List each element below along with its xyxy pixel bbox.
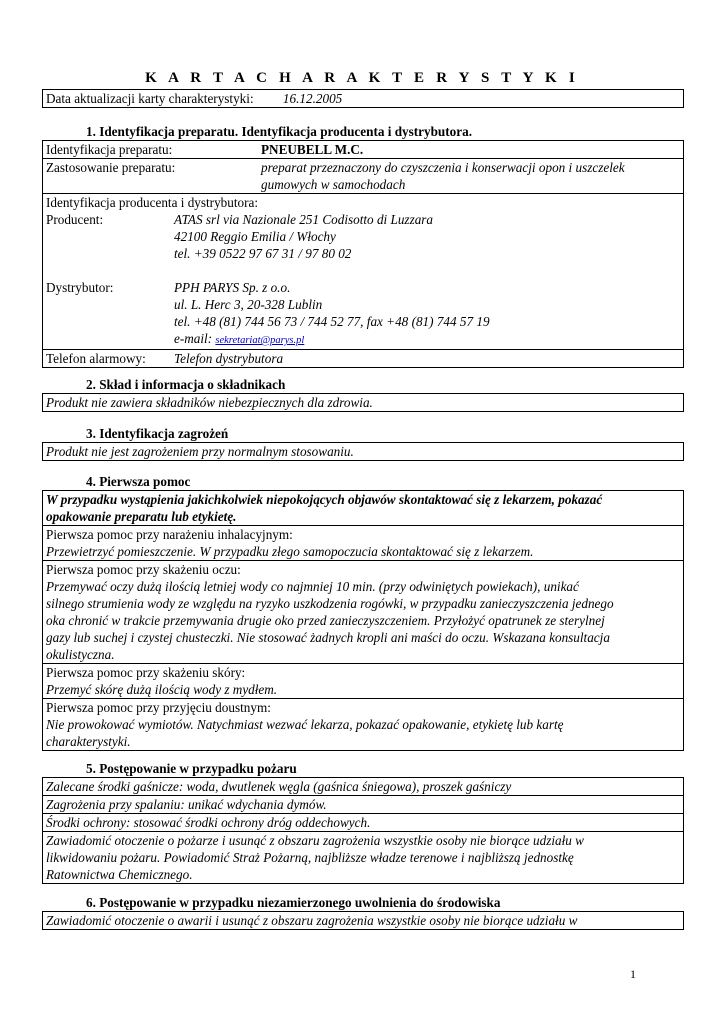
oral-label: Pierwsza pomoc przy przyjęciu doustnym: bbox=[46, 700, 271, 715]
section-1-table bbox=[42, 140, 684, 368]
fire-row-4-line-3: Ratownictwa Chemicznego. bbox=[46, 867, 193, 882]
first-aid-intro-2: opakowanie preparatu lub etykietę. bbox=[46, 509, 237, 524]
prep-label: Identyfikacja preparatu: bbox=[46, 142, 173, 157]
inhal-label: Pierwsza pomoc przy narażeniu inhalacyjnym: bbox=[46, 527, 293, 542]
release-row-1: Zawiadomić otoczenie o awarii i usunąć z obszaru zagrożenia wszystkie osoby nie biorące udziału w bbox=[46, 913, 578, 928]
ident-block bbox=[43, 193, 683, 349]
skin-row bbox=[43, 663, 683, 698]
eye-row bbox=[43, 560, 683, 663]
section-5-heading: 5. Postępowanie w przypadku pożaru bbox=[86, 761, 297, 776]
eye-line-5: okulistyczna. bbox=[46, 647, 115, 662]
use-value-2: gumowych w samochodach bbox=[261, 177, 406, 192]
section-2-heading: 2. Skład i informacja o składnikach bbox=[86, 377, 286, 392]
use-value-1: preparat przeznaczony do czyszczenia i konserwacji opon i uszczelek bbox=[261, 160, 625, 175]
email-label: e-mail: bbox=[174, 331, 213, 346]
section-3-heading: 3. Identyfikacja zagrożeń bbox=[86, 426, 229, 441]
update-date: 16.12.2005 bbox=[282, 91, 343, 106]
alarm-row bbox=[43, 349, 683, 367]
fire-row-4-line-1: Zawiadomić otoczenie o pożarze i usunąć z obszaru zagrożenia wszystkie osoby nie biorące udziału w bbox=[46, 833, 584, 848]
oral-line-1: Nie prowokować wymiotów. Natychmiast wezwać lekarza, pokazać opakowanie, etykietę lub kartę bbox=[46, 717, 564, 732]
fire-row-1: Zalecane środki gaśnicze: woda, dwutlenek węgla (gaśnica śniegowa), proszek gaśniczy bbox=[46, 779, 512, 794]
producer-line-1: ATAS srl via Nazionale 251 Codisotto di Luzzara bbox=[174, 212, 434, 227]
ident-label: Identyfikacja producenta i dystrybutora: bbox=[46, 195, 259, 210]
fire-row-4-line-2: likwidowaniu pożaru. Powiadomić Straż Pożarną, najbliższe władze terenowe i najbliższą jednostkę bbox=[46, 850, 574, 865]
use-label: Zastosowanie preparatu: bbox=[46, 160, 176, 175]
inhal-text: Przewietrzyć pomieszczenie. W przypadku złego samopoczucia skontaktować się z lekarzem. bbox=[46, 544, 534, 559]
prep-value: PNEUBELL M.C. bbox=[261, 142, 364, 157]
first-aid-intro bbox=[43, 491, 683, 525]
producer-label: Producent: bbox=[46, 212, 104, 227]
section-4-table bbox=[42, 490, 684, 751]
section-4-heading: 4. Pierwsza pomoc bbox=[86, 474, 191, 489]
distributor-line-3: tel. +48 (81) 744 56 73 / 744 52 77, fax +48 (81) 744 57 19 bbox=[174, 314, 490, 329]
producer-line-3: tel. +39 0522 97 67 31 / 97 80 02 bbox=[174, 246, 352, 261]
fire-row-3: Środki ochrony: stosować środki ochrony dróg oddechowych. bbox=[43, 813, 683, 831]
fire-row-4 bbox=[43, 831, 683, 883]
oral-row bbox=[43, 698, 683, 750]
first-aid-intro-1: W przypadku wystąpienia jakichkolwiek niepokojących objawów skontaktować się z lekarzem, pokazać bbox=[46, 492, 603, 507]
alarm-label: Telefon alarmowy: bbox=[46, 351, 146, 366]
eye-label: Pierwsza pomoc przy skażeniu oczu: bbox=[46, 562, 241, 577]
section-6-heading: 6. Postępowanie w przypadku niezamierzonego uwolnienia do środowiska bbox=[86, 895, 501, 910]
page-number: 1 bbox=[630, 967, 636, 981]
eye-line-2: silnego strumienia wody ze względu na ryzyko uszkodzenia rogówki, w przypadku zanieczyszczenia jednego bbox=[46, 596, 614, 611]
distributor-label: Dystrybutor: bbox=[46, 280, 114, 295]
distributor-line-2: ul. L. Herc 3, 20-328 Lublin bbox=[174, 297, 323, 312]
alarm-value: Telefon dystrybutora bbox=[174, 351, 284, 366]
section-3-text: Produkt nie jest zagrożeniem przy normalnym stosowaniu. bbox=[46, 444, 354, 459]
eye-line-1: Przemywać oczy dużą ilością letniej wody co najmniej 10 min. (przy odwiniętych powiekach), unikać bbox=[46, 579, 579, 594]
section-5-table bbox=[42, 777, 684, 884]
section-6-table bbox=[42, 911, 684, 930]
eye-line-3: oka chronić w trakcie przemywania drugie oko przed zanieczyszczeniem. Przyłożyć opatrunek ze sterylnej bbox=[46, 613, 605, 628]
distributor-line-1: PPH PARYS Sp. z o.o. bbox=[174, 280, 291, 295]
prep-row bbox=[43, 141, 683, 158]
fire-row-2: Zagrożenia przy spalaniu: unikać wdychania dymów. bbox=[43, 795, 683, 813]
email-link[interactable]: sekretariat@parys.pl bbox=[215, 335, 305, 346]
eye-line-4: gazy lub suchej i czystej chusteczki. Nie stosować żadnych kropli ani maści do oczu. Wskazana konsultacja bbox=[46, 630, 610, 645]
inhal-row bbox=[43, 525, 683, 560]
oral-line-2: charakterystyki. bbox=[46, 734, 131, 749]
section-1-heading: 1. Identyfikacja preparatu. Identyfikacja producenta i dystrybutora. bbox=[86, 124, 472, 139]
section-2-text: Produkt nie zawiera składników niebezpiecznych dla zdrowia. bbox=[46, 395, 373, 410]
skin-text: Przemyć skórę dużą ilością wody z mydłem. bbox=[46, 682, 278, 697]
producer-line-2: 42100 Reggio Emilia / Włochy bbox=[174, 229, 336, 244]
skin-label: Pierwsza pomoc przy skażeniu skóry: bbox=[46, 665, 246, 680]
use-row bbox=[43, 158, 683, 193]
section-2-table bbox=[42, 393, 684, 412]
document-title: K A R T A C H A R A K T E R Y S T Y K I bbox=[145, 70, 579, 86]
update-label: Data aktualizacji karty charakterystyki: bbox=[46, 91, 254, 106]
update-date-box bbox=[42, 89, 684, 108]
section-3-table bbox=[42, 442, 684, 461]
